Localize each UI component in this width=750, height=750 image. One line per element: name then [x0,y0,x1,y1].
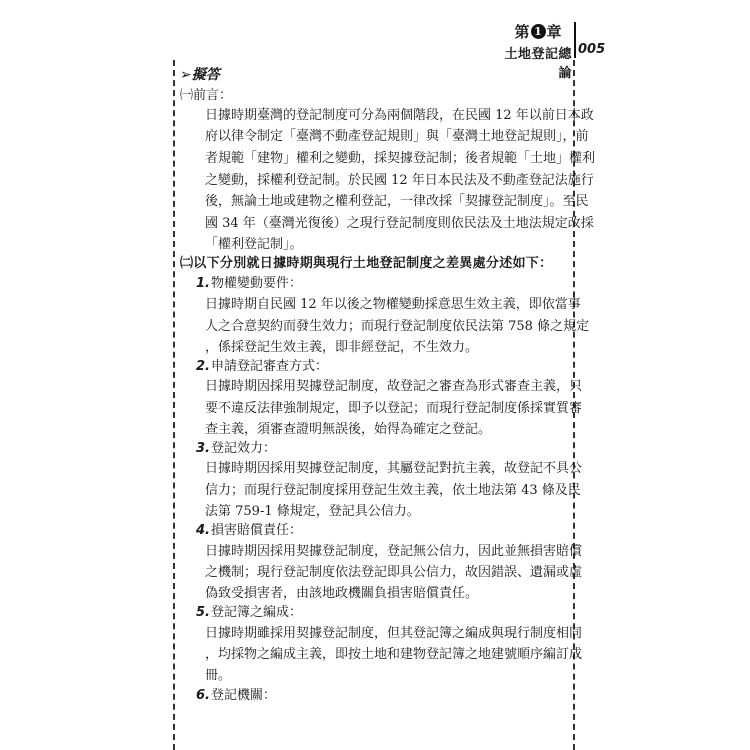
paragraph-line: ，均採物之編成主義，即按土地和建物登記簿之地建號順序編訂成 [205,647,583,662]
list-item-number: 3. [196,441,210,456]
paragraph-line: 冊。 [205,668,232,683]
section-heading: ㈠前言： [180,88,233,103]
list-item-title [196,357,328,377]
section-heading: ㈡以下分別就日據時期與現行土地登記制度之差異處分述如下： [180,256,553,271]
paragraph-line: 之變動，採權利登記制。於民國 12 年日本民法及不動產登記法施行 [205,173,594,188]
paragraph-line: 之機制；現行登記制度依法登記即具公信力，故因錯誤、遺漏或虛 [205,565,583,580]
paragraph-line: 信力；而現行登記制度採用登記生效主義，依土地法第 43 條及民 [205,483,581,498]
left-dashed-border [173,60,175,750]
chapter-number-badge: 1 [531,24,546,39]
paragraph-line: 後，無論土地或建物之權利登記，一律改採「契據登記制度」。至民 [205,194,589,209]
list-item-title [196,686,276,706]
list-item-label: 損害賠償責任： [210,523,302,538]
list-item-number: 2. [196,359,210,374]
list-item-number: 5. [196,605,210,620]
list-item-number: 6. [196,688,210,703]
paragraph-line: 要不違反法律強制規定，即予以登記；而現行登記制度係採實質審 [205,401,583,416]
paragraph-line: 日據時期雖採用契據登記制度，但其登記簿之編成與現行制度相同 [205,626,583,641]
list-item-label: 申請登記審查方式： [210,359,328,374]
list-item-label: 登記機關： [210,688,276,703]
chapter-suffix: 章 [546,22,562,41]
list-item-number: 1. [196,276,210,291]
paragraph-line: 日據時期自民國 12 年以後之物權變動採意思生效主義，即依當事 [205,297,581,312]
list-item-label: 登記效力： [210,441,276,456]
chapter-label [511,20,565,42]
list-item-label: 登記簿之編成： [210,605,302,620]
paragraph-line: 日據時期因採用契據登記制度，其屬登記對抗主義，故登記不具公 [205,461,583,476]
paragraph-line: 法第 759-1 條規定，登記具公信力。 [205,504,420,519]
list-item-number: 4. [196,523,210,538]
list-item-title [196,603,302,623]
paragraph-line: 查主義，須審查證明無誤後，始得為確定之登記。 [205,422,492,437]
chapter-prefix: 第 [514,22,530,41]
section-title: 土地登記總論 [504,47,572,81]
list-item-title [196,521,302,541]
list-item-label: 物權變動要件： [210,276,302,291]
paragraph-line: 偽致受損害者，由該地政機關負損害賠償責任。 [205,586,479,601]
paragraph-line: 人之合意契約而發生效力；而現行登記制度依民法第 758 條之規定 [205,319,590,334]
paragraph-line: ，係採登記生效主義，即非經登記，不生效力。 [205,340,479,355]
paragraph-line: 日據時期因採用契據登記制度，登記無公信力，因此並無損害賠償 [205,544,583,559]
list-item-title [196,439,276,459]
list-item-title [196,274,302,294]
header-divider [574,22,576,58]
paragraph-line: 「權利登記制」。 [205,237,303,252]
page-number: 005 [578,42,606,57]
answer-heading: ➢擬答 [180,67,220,83]
paragraph-line: 者規範「建物」權利之變動，採契據登記制；後者規範「土地」權利 [205,151,596,166]
paragraph-line: 日據時期因採用契據登記制度，故登記之審查為形式審查主義，只 [205,379,583,394]
paragraph-line: 府以律令制定「臺灣不動產登記規則」與「臺灣土地登記規則」，前 [205,129,589,144]
paragraph-line: 國 34 年（臺灣光復後）之現行登記制度則依民法及土地法規定改採 [205,216,594,231]
paragraph-line: 日據時期臺灣的登記制度可分為兩個階段，在民國 12 年以前日本政 [205,108,594,123]
